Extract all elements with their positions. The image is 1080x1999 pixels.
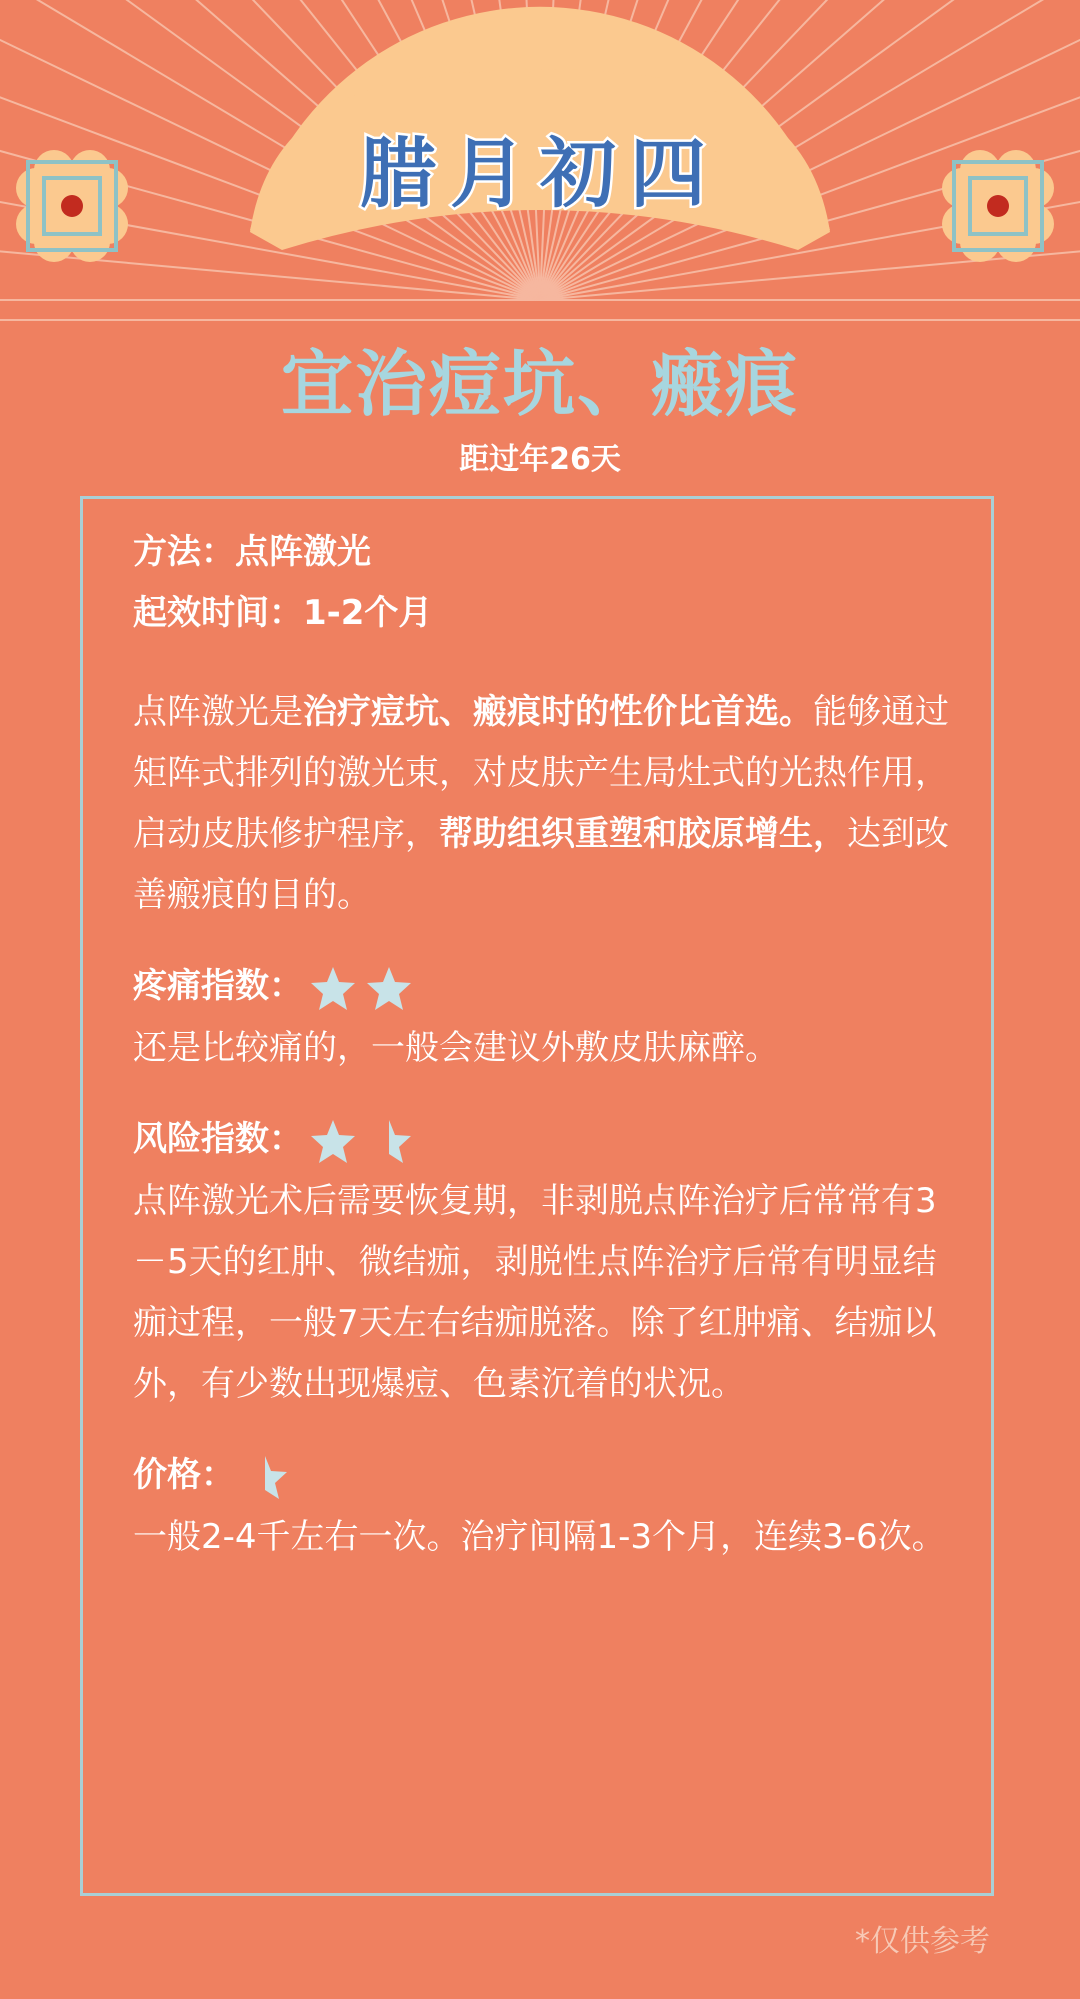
- intro-highlight-2: 帮助组织重塑和胶原增生，: [439, 814, 847, 854]
- intro-part-c: 能够通过矩阵式排列的激光束，对皮肤产生局灶式的光热作用，启动皮肤修护程序，: [133, 692, 949, 854]
- flower-center: [61, 195, 83, 217]
- intro-part-a: 点阵激光是: [133, 692, 303, 732]
- intro-paragraph: [133, 682, 963, 926]
- fan-banner: [0, 0, 1080, 330]
- price-text: 一般2-4千左右一次。治疗间隔1-3个月，连续3-6次。: [133, 1517, 946, 1557]
- flower-ornament-right: [940, 148, 1056, 264]
- pain-heading: [133, 956, 963, 1018]
- fan-title-text: 腊月初四: [360, 129, 720, 218]
- intro-part-e: 达到改善瘢痕的目的。: [133, 814, 949, 915]
- method-line: 方法：点阵激光: [133, 532, 371, 572]
- star-icon: [365, 965, 413, 1013]
- price-label: 价格：: [133, 1455, 235, 1495]
- countdown-text: 距过年26天: [459, 442, 621, 477]
- risk-rating: [309, 1110, 421, 1171]
- flower-ornament-left: [14, 148, 130, 264]
- flower-center: [987, 195, 1009, 217]
- half-star-icon: [365, 1118, 413, 1166]
- headline: 宜治痘坑、瘢痕: [280, 342, 799, 426]
- price-heading: [133, 1445, 963, 1507]
- pain-label: 疼痛指数：: [133, 966, 303, 1006]
- risk-label: 风险指数：: [133, 1119, 303, 1159]
- star-icon: [309, 1118, 357, 1166]
- onset-line: 起效时间：1-2个月: [133, 593, 433, 633]
- content-card: [133, 522, 963, 1568]
- price-rating: [241, 1446, 297, 1507]
- risk-text: 点阵激光术后需要恢复期，非剥脱点阵治疗后常常有3－5天的红肿、微结痂，剥脱性点阵治疗后常有明显结痂过程，一般7天左右结痂脱落。除了红肿痛、结痂以外，有少数出现爆痘、色素沉着的状况。: [133, 1181, 937, 1404]
- half-star-icon: [241, 1454, 289, 1502]
- pain-rating: [309, 957, 421, 1018]
- intro-highlight-1: 治疗痘坑、瘢痕时的性价比首选。: [303, 692, 813, 732]
- pain-text: 还是比较痛的，一般会建议外敷皮肤麻醉。: [133, 1028, 779, 1068]
- star-icon: [309, 965, 357, 1013]
- footnote: *仅供参考: [855, 1924, 990, 1959]
- risk-heading: [133, 1109, 963, 1171]
